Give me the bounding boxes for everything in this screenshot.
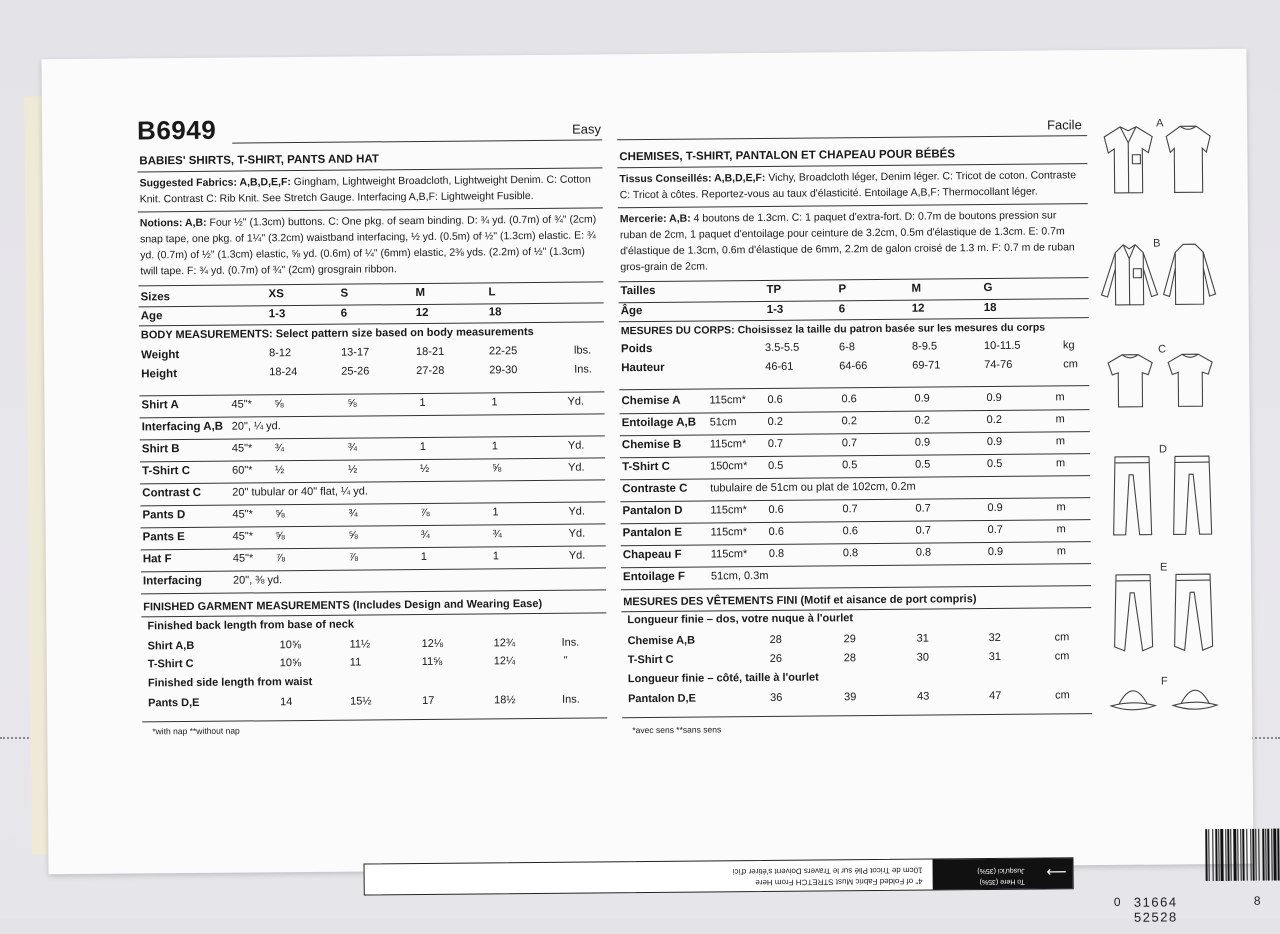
rule-fr-7 (621, 607, 1091, 612)
shirtab-tp: 28 (770, 634, 782, 646)
yardage-value-fr: 0.7 (842, 503, 857, 515)
yardage-value-en: ½ (348, 464, 357, 476)
yardage-width-en: 45"* (233, 530, 254, 542)
pants-s: 15½ (350, 695, 372, 707)
yardage-value-fr: 0.6 (843, 525, 858, 537)
yardage-name-fr: Contraste C (622, 483, 687, 496)
yardage-unit-fr: m (1056, 457, 1065, 469)
barcode-left-digit: 0 (1114, 895, 1121, 909)
yardage-width-en: 45"* (232, 442, 253, 454)
yardage-value-en: ½ (420, 463, 429, 475)
height-m-fr: 69-71 (912, 359, 940, 371)
notions-text-fr: 4 boutons de 1.3cm. C: 1 paquet d'extra-fort. D: 0.7m de boutons pression sur ruban de 2cm, 1 paquet d'entoilage pour ceinture de 3.2cm, 0.5m d'élastique de 1.3cm. E: 0.7m d'élastique de 1.3cm, 0.6m d'élastique de 6mm, 2.2m de galon croisé de 1.3 m. F: 0.7 m de ruban gros-grain de 2cm. (620, 209, 1075, 273)
yardage-width-en: 20", ⅜ yd. (233, 574, 282, 586)
yardage-rule-fr (621, 541, 1091, 546)
barcode-bar (1227, 829, 1229, 881)
yardage-unit-fr: m (1057, 523, 1066, 535)
notions-en (140, 211, 601, 279)
yardage-rule-fr (621, 585, 1091, 590)
pants-label-fr: Pantalon D,E (628, 693, 696, 706)
yardage-value-en: 1 (419, 397, 425, 409)
age-m: 12 (416, 307, 429, 319)
yardage-unit-fr: m (1056, 413, 1065, 425)
weight-label-en: Weight (141, 349, 179, 361)
size-m: M (415, 287, 425, 299)
view-label-e: E (1160, 561, 1167, 573)
barcode-right-digit: 8 (1254, 894, 1261, 908)
tshirt-label-fr: T-Shirt C (628, 654, 674, 666)
shirt-a-icon (1104, 126, 1211, 193)
yardage-width-fr: tubulaire de 51cm ou plat de 102cm, 0.2m (710, 481, 916, 495)
barcode-bar (1218, 829, 1219, 881)
yardage-rule-en (140, 457, 605, 462)
yardage-value-fr: 0.5 (842, 459, 857, 471)
barcode-bar (1255, 829, 1256, 881)
yardage-value-fr: 0.6 (769, 526, 784, 538)
barcode-bar (1233, 829, 1236, 881)
yardage-value-en: ¾ (421, 529, 430, 541)
barcode-bar (1208, 829, 1209, 881)
rule-en-6 (139, 391, 604, 396)
pants-xs: 14 (280, 696, 292, 708)
yardage-value-fr: 0.8 (916, 547, 931, 559)
barcode (1203, 828, 1280, 881)
barcode-bar (1212, 829, 1213, 881)
view-label-f: F (1161, 675, 1168, 687)
shirtab-s: 11½ (350, 638, 371, 650)
yardage-value-en: ⅝ (347, 398, 356, 410)
yardage-value-fr: 0.7 (842, 437, 857, 449)
level-fr: Facile (1047, 117, 1082, 132)
yardage-value-en: 1 (491, 396, 497, 408)
yardage-width-fr: 51cm, 0.3m (711, 570, 769, 583)
yardage-value-fr: 0.9 (988, 546, 1003, 558)
height-unit-en: Ins. (574, 363, 592, 375)
yardage-width-fr: 115cm* (709, 394, 746, 406)
pants-tp: 36 (770, 692, 782, 704)
height-m: 27-28 (416, 365, 444, 377)
gauge-tab-line1: To Here (35%) (980, 878, 1025, 885)
yardage-unit-en: Yd. (568, 506, 585, 518)
yardage-name-en: Interfacing A,B (142, 421, 223, 434)
tshirt-g: 31 (989, 651, 1001, 663)
rule-en-3 (138, 281, 603, 286)
stretch-gauge-tab (932, 858, 1072, 889)
barcode-bar (1246, 829, 1247, 881)
yardage-table-fr (117, 85, 1157, 94)
barcode-bar (1258, 829, 1259, 881)
yardage-name-en: Pants E (143, 531, 185, 543)
body-label-fr: MESURES DU CORPS: Choisissez la taille du patron basée sur les mesures du corps (621, 322, 1045, 338)
yardage-value-en: ⅝ (492, 462, 501, 474)
back-label-fr: Longueur finie – dos, votre nuque à l'ourlet (627, 612, 853, 626)
size-s: S (340, 288, 348, 300)
shirtab-label-fr: Chemise A,B (628, 635, 696, 648)
notions-label-fr: Mercerie: A,B: (620, 213, 691, 226)
barcode-number: 31664 52528 (1134, 894, 1178, 924)
pants-g: 47 (989, 690, 1001, 702)
tshirt-xs: 10⅝ (280, 657, 302, 669)
weight-xs: 8-12 (269, 347, 291, 359)
yardage-unit-fr: m (1056, 435, 1065, 447)
yardage-name-fr: Entoilage A,B (622, 417, 696, 430)
age-g: 18 (984, 302, 997, 314)
barcode-bar (1230, 829, 1231, 881)
rule-fr-8 (622, 713, 1092, 718)
rule-en-7 (141, 612, 606, 617)
height-p: 64-66 (839, 360, 867, 372)
yardage-width-en: 20", ¼ yd. (232, 420, 281, 432)
barcode-bar (1250, 829, 1251, 881)
weight-label-fr: Poids (621, 343, 652, 355)
yardage-name-en: Pants D (142, 509, 185, 521)
tshirt-s: 11 (350, 657, 362, 669)
yardage-width-en: 45"* (231, 398, 252, 410)
tshirt-c-icon (1108, 354, 1212, 407)
yardage-value-en: ⅝ (274, 398, 283, 410)
back-label-en: Finished back length from base of neck (147, 619, 354, 633)
pattern-envelope (41, 49, 1253, 874)
gauge-tab-line2: Jusqu'ici (35%) (977, 867, 1024, 874)
side-label-fr: Longueur finie – côté, taille à l'ourlet (628, 672, 819, 686)
yardage-value-fr: 0.6 (841, 393, 856, 405)
yardage-value-fr: 0.8 (769, 548, 784, 560)
yardage-value-en: 1 (492, 506, 498, 518)
barcode-bar (1271, 829, 1272, 881)
barcode-bar (1205, 829, 1207, 881)
gauge-text (733, 865, 923, 889)
view-illustrations (1092, 112, 1237, 743)
size-m-fr: M (911, 283, 921, 295)
yardage-value-en: ⅞ (420, 507, 429, 519)
yardage-rule-en (141, 523, 606, 528)
yardage-value-fr: 0.7 (915, 503, 930, 515)
shirtab-l: 12¾ (494, 637, 516, 649)
notions-label-en: Notions: A,B: (140, 217, 207, 230)
yardage-unit-fr: m (1056, 501, 1065, 513)
barcode-bar (1267, 829, 1269, 881)
yardage-name-fr: Chapeau F (623, 549, 682, 562)
size-l: L (488, 286, 495, 298)
yardage-value-fr: 0.9 (987, 502, 1002, 514)
height-l: 29-30 (489, 364, 517, 376)
yardage-width-fr: 115cm* (711, 548, 748, 560)
age-label-fr: Âge (621, 305, 643, 317)
pants-d-icon (1113, 456, 1212, 535)
gauge-line1: 4" of Folded Fabric Must STRETCH From Here (733, 876, 923, 889)
yardage-value-fr: 0.6 (768, 504, 783, 516)
weight-m-fr: 8-9.5 (912, 340, 937, 352)
yardage-unit-en: Yd. (567, 396, 584, 408)
pants-m: 17 (422, 695, 434, 707)
view-label-a: A (1156, 117, 1164, 129)
yardage-name-en: Interfacing (143, 575, 202, 588)
yardage-value-en: ¾ (348, 508, 357, 520)
yardage-rule-fr (620, 475, 1090, 480)
tshirt-label-en: T-Shirt C (148, 658, 194, 670)
yardage-rule-fr (621, 563, 1091, 568)
shirtab-m: 12⅛ (422, 638, 444, 650)
tshirt-l: 12¼ (494, 655, 516, 667)
pants-l: 18½ (494, 694, 516, 706)
yardage-value-fr: 0.2 (768, 416, 783, 428)
yardage-name-en: Contrast C (142, 487, 201, 500)
barcode-bar (1242, 829, 1244, 881)
yardage-rule-en (141, 545, 606, 550)
rule-fr-3 (618, 277, 1088, 282)
shirtab-label-en: Shirt A,B (148, 640, 195, 652)
notions-text-en: Four ½" (1.3cm) buttons. C: One pkg. of seam binding. D: ¾ yd. (0.7m) of ¾" (2cm) snap tape, one pkg. of 1¼" (3.2cm) waistband interfacing, ½ yd. (0.5m) of ½" (1.3cm) elastic. E: ¾ yd. (0.7m) of ½" (1.3cm) elastic, ⅝ yd. (0.6m) of ¼" (6mm) elastic, 2⅜ yds. (2.2m) of ½" (1.3cm) twill tape. F: ¾ yd. (0.7m) of ¾" (2cm) grosgrain ribbon. (140, 213, 596, 277)
yardage-value-fr: 0.2 (987, 414, 1002, 426)
tshirt-unit-fr: cm (1055, 650, 1070, 662)
yardage-value-en: 1 (421, 551, 427, 563)
weight-m: 18-21 (416, 346, 444, 358)
tshirt-tp: 26 (770, 653, 782, 665)
height-unit-fr: cm (1063, 358, 1078, 370)
yardage-unit-fr: m (1057, 545, 1066, 557)
yardage-value-en: ⅝ (349, 530, 358, 542)
yardage-value-fr: 0.5 (987, 458, 1002, 470)
footnote-en: *with nap **without nap (152, 726, 240, 737)
pants-p: 39 (844, 691, 856, 703)
height-g: 74-76 (984, 359, 1012, 371)
weight-p: 6-8 (839, 341, 855, 353)
shirtab-g: 32 (989, 632, 1001, 644)
size-xs: XS (268, 288, 283, 300)
yardage-unit-en: Yd. (569, 550, 586, 562)
yardage-value-fr: 0.8 (843, 547, 858, 559)
yardage-value-fr: 0.2 (842, 415, 857, 427)
barcode-bar (1237, 829, 1238, 881)
tshirt-m-fr: 30 (917, 652, 929, 664)
yardage-value-fr: 0.9 (914, 393, 929, 405)
shirtab-p: 29 (844, 633, 856, 645)
tshirt-m: 11⅝ (422, 656, 443, 668)
yardage-name-en: Shirt B (142, 443, 180, 455)
shirtab-m-fr: 31 (917, 633, 929, 645)
side-label-en: Finished side length from waist (148, 676, 313, 689)
rule-en-4 (139, 302, 604, 307)
fabrics-label-fr: Tissus Conseillés: A,B,D,E,F: (619, 172, 765, 185)
yardage-value-en: 1 (493, 550, 499, 562)
yardage-value-fr: 0.9 (986, 392, 1001, 404)
stretch-gauge (363, 857, 1073, 895)
height-label-fr: Hauteur (621, 362, 665, 374)
yardage-rule-en (141, 567, 606, 572)
fabrics-text-en: Gingham, Lightweight Broadcloth, Lightweight Denim. C: Cotton Knit. Contrast C: Rib Knit. See Stretch Gauge. Interfacing A,B,F: Lightweight Fusible. (140, 173, 591, 205)
finished-label-fr: MESURES DES VÊTEMENTS FINI (Motif et aisance de port compris) (623, 593, 976, 608)
barcode-bar (1265, 829, 1266, 881)
yardage-rule-en (140, 435, 605, 440)
height-s: 25-26 (341, 365, 369, 377)
envelope-content (117, 85, 1163, 829)
shirtab-unit-fr: cm (1054, 631, 1069, 643)
yardage-rule-en (141, 589, 606, 594)
rule-en-8 (142, 717, 607, 722)
fabrics-fr (619, 167, 1084, 203)
age-m-fr: 12 (912, 303, 925, 315)
pants-unit-fr: cm (1055, 689, 1070, 701)
yardage-value-en: ⅞ (276, 552, 285, 564)
tshirt-p: 28 (844, 652, 856, 664)
yardage-rule-fr (620, 409, 1090, 414)
yardage-unit-en: Yd. (568, 462, 585, 474)
barcode-bar (1252, 829, 1254, 881)
barcode-bar (1240, 829, 1241, 881)
view-label-d: D (1159, 443, 1167, 455)
yardage-name-fr: Entoilage F (623, 571, 685, 584)
footnote-fr: *avec sens **sans sens (632, 724, 721, 735)
age-p: 6 (839, 303, 846, 315)
rule-fr-4 (619, 298, 1089, 303)
yardage-rule-fr (620, 497, 1090, 502)
yardage-value-fr: 0.6 (767, 394, 782, 406)
yardage-value-en: 1 (492, 440, 498, 452)
age-tp: 1-3 (767, 304, 784, 316)
yardage-rule-en (140, 479, 605, 484)
fabrics-text-fr: Vichy, Broadcloth léger, Denim léger. C: Tricot de coton. Contraste C: Tricot à côtes. Reportez-vous au taux d'élasticité. Entoilage A,B,F: Thermocollant léger. (620, 169, 1077, 201)
yardage-value-en: 1 (420, 441, 426, 453)
title-rule-fr (617, 135, 1087, 140)
yardage-value-fr: 0.9 (915, 437, 930, 449)
gauge-line2: 10cm de Tricot Plié sur le Travers Doivent s'étirer d'ici (733, 865, 923, 878)
sizes-label-en: Sizes (140, 291, 170, 303)
yardage-value-en: ¾ (348, 442, 357, 454)
yardage-unit-en: Yd. (568, 440, 585, 452)
yardage-value-en: ½ (275, 464, 284, 476)
weight-g: 10-11.5 (984, 340, 1021, 352)
yardage-width-fr: 115cm* (710, 438, 747, 450)
barcode-bar (1273, 829, 1276, 881)
yardage-rule-en (140, 413, 605, 418)
height-tp: 46-61 (765, 361, 793, 373)
yardage-name-fr: Pantalon D (622, 505, 682, 518)
title-rule-en (232, 139, 602, 143)
yardage-value-en: ⅝ (275, 508, 284, 520)
yardage-value-fr: 0.5 (768, 460, 783, 472)
yardage-width-fr: 115cm* (711, 526, 748, 538)
fabrics-label-en: Suggested Fabrics: A,B,D,E,F: (140, 176, 291, 189)
title-fr: CHEMISES, T-SHIRT, PANTALON ET CHAPEAU POUR BÉBÉS (619, 148, 955, 163)
shirtab-unit-en: Ins. (562, 637, 580, 649)
yardage-width-en: 45"* (233, 552, 254, 564)
height-xs: 18-24 (269, 366, 297, 378)
yardage-width-en: 60"* (232, 464, 253, 476)
yardage-name-fr: Chemise A (621, 395, 680, 408)
age-label-en: Age (141, 310, 163, 322)
barcode-bar (1225, 829, 1226, 881)
hat-f-icon (1111, 690, 1217, 710)
pants-unit-en: Ins. (562, 694, 580, 706)
yardage-rule-fr (620, 431, 1090, 436)
yardage-value-fr: 0.7 (916, 525, 931, 537)
weight-unit-en: lbs. (574, 344, 591, 356)
yardage-name-fr: Chemise B (622, 439, 682, 452)
size-p: P (838, 283, 846, 295)
barcode-bar (1215, 829, 1217, 881)
pattern-code: B6949 (137, 115, 216, 147)
sizes-label-fr: Tailles (620, 285, 655, 297)
yardage-value-en: ¾ (493, 528, 502, 540)
rule-fr-6 (619, 385, 1089, 390)
weight-l: 22-25 (489, 345, 517, 357)
yardage-value-en: ¾ (275, 442, 284, 454)
pants-m-fr: 43 (917, 691, 929, 703)
yardage-value-fr: 0.7 (768, 438, 783, 450)
yardage-width-fr: 115cm* (710, 504, 747, 516)
rule-en-5 (139, 321, 604, 326)
finished-label-en: FINISHED GARMENT MEASUREMENTS (Includes Design and Wearing Ease) (143, 598, 542, 613)
age-l: 18 (489, 306, 502, 318)
tshirt-unit-en: " (564, 655, 568, 667)
yardage-width-fr: 51cm (710, 416, 737, 428)
yardage-name-en: Shirt A (141, 399, 178, 411)
yardage-name-en: T-Shirt C (142, 465, 190, 477)
yardage-name-en: Hat F (143, 553, 172, 565)
pants-label-en: Pants D,E (148, 697, 199, 709)
shirt-b-icon (1101, 244, 1216, 305)
yardage-width-fr: 150cm* (710, 460, 747, 472)
pants-e-icon (1114, 574, 1213, 651)
yardage-rule-en (140, 501, 605, 506)
yardage-rule-fr (621, 519, 1091, 524)
yardage-width-en: 45"* (232, 508, 253, 520)
weight-unit-fr: kg (1063, 339, 1075, 351)
yardage-value-en: ⅞ (349, 552, 358, 564)
weight-s: 13-17 (341, 346, 369, 358)
notions-fr (620, 207, 1086, 275)
yardage-value-en: ⅝ (276, 530, 285, 542)
yardage-unit-fr: m (1055, 391, 1064, 403)
yardage-name-fr: Pantalon E (623, 527, 683, 540)
yardage-value-fr: 0.5 (915, 459, 930, 471)
age-xs: 1-3 (269, 308, 286, 320)
height-label-en: Height (141, 368, 177, 380)
title-en: BABIES' SHIRTS, T-SHIRT, PANTS AND HAT (139, 153, 379, 167)
yardage-width-en: 20" tubular or 40" flat, ¼ yd. (232, 485, 368, 498)
yardage-value-fr: 0.9 (987, 436, 1002, 448)
view-label-c: C (1158, 343, 1166, 355)
yardage-rule-fr (620, 453, 1090, 458)
fabrics-en (139, 171, 599, 207)
age-s: 6 (341, 308, 348, 320)
yardage-table-en (117, 85, 1157, 94)
yardage-name-fr: T-Shirt C (622, 461, 670, 473)
yardage-value-fr: 0.2 (915, 415, 930, 427)
yardage-unit-en: Yd. (569, 528, 586, 540)
level-en: Easy (572, 121, 601, 136)
size-g: G (983, 282, 992, 294)
yardage-value-fr: 0.7 (988, 524, 1003, 536)
barcode-bar (1220, 829, 1223, 881)
barcode-bar (1262, 829, 1264, 881)
shirtab-xs: 10⅝ (280, 639, 302, 651)
weight-tp: 3.5-5.5 (765, 342, 799, 354)
body-label-en: BODY MEASUREMENTS: Select pattern size based on body measurements (141, 326, 534, 341)
arrow-right-icon: ⟶ (1046, 863, 1066, 880)
view-label-b: B (1153, 238, 1160, 250)
size-tp: TP (766, 284, 781, 296)
barcode-bar (1277, 829, 1279, 881)
